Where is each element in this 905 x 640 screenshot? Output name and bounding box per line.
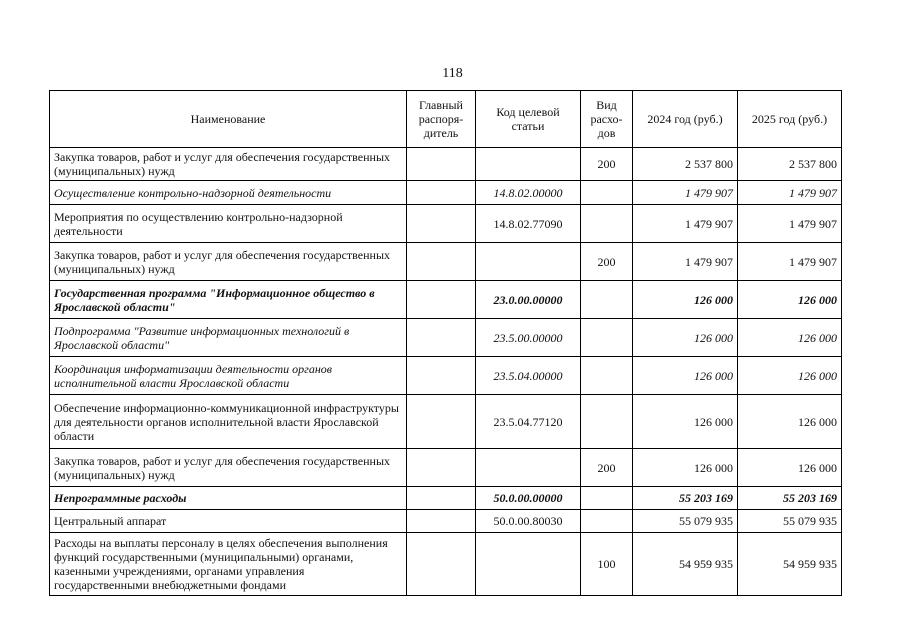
cell-code: 23.0.00.00000 bbox=[476, 281, 581, 319]
cell-name: Центральный аппарат bbox=[50, 510, 407, 533]
cell-2025: 126 000 bbox=[738, 281, 842, 319]
cell-code: 23.5.04.77120 bbox=[476, 395, 581, 449]
cell-2024: 54 959 935 bbox=[633, 533, 738, 596]
cell-code bbox=[476, 533, 581, 596]
cell-manager bbox=[407, 533, 476, 596]
cell-2024: 2 537 800 bbox=[633, 148, 738, 181]
cell-type bbox=[581, 357, 633, 395]
cell-manager bbox=[407, 449, 476, 487]
table-row bbox=[50, 533, 842, 596]
header-type: Вид расхо-дов bbox=[581, 91, 633, 148]
cell-2024: 1 479 907 bbox=[633, 205, 738, 243]
cell-2024: 126 000 bbox=[633, 395, 738, 449]
cell-code: 14.8.02.00000 bbox=[476, 181, 581, 205]
cell-2025: 126 000 bbox=[738, 395, 842, 449]
cell-name: Координация информатизации деятельности органов исполнительной власти Ярославской области bbox=[50, 357, 407, 395]
table-row bbox=[50, 181, 842, 205]
cell-code: 50.0.00.80030 bbox=[476, 510, 581, 533]
cell-type bbox=[581, 510, 633, 533]
cell-code: 23.5.00.00000 bbox=[476, 319, 581, 357]
table-row bbox=[50, 319, 842, 357]
cell-name: Обеспечение информационно-коммуникационной инфраструктуры для деятельности органов исполнительной власти Ярославской области bbox=[50, 395, 407, 449]
cell-2025: 126 000 bbox=[738, 319, 842, 357]
cell-2024: 1 479 907 bbox=[633, 243, 738, 281]
cell-2025: 1 479 907 bbox=[738, 243, 842, 281]
table-header-row bbox=[50, 91, 842, 148]
cell-type: 200 bbox=[581, 243, 633, 281]
table-body bbox=[50, 148, 842, 596]
cell-type bbox=[581, 487, 633, 510]
cell-2024: 126 000 bbox=[633, 281, 738, 319]
cell-2025: 1 479 907 bbox=[738, 205, 842, 243]
cell-manager bbox=[407, 357, 476, 395]
cell-type bbox=[581, 205, 633, 243]
cell-name: Осуществление контрольно-надзорной деятельности bbox=[50, 181, 407, 205]
table-row bbox=[50, 449, 842, 487]
table-row bbox=[50, 487, 842, 510]
cell-2024: 126 000 bbox=[633, 357, 738, 395]
cell-type: 200 bbox=[581, 148, 633, 181]
cell-code: 14.8.02.77090 bbox=[476, 205, 581, 243]
table-row bbox=[50, 281, 842, 319]
cell-2025: 2 537 800 bbox=[738, 148, 842, 181]
cell-type bbox=[581, 319, 633, 357]
cell-manager bbox=[407, 487, 476, 510]
cell-2025: 55 079 935 bbox=[738, 510, 842, 533]
cell-code bbox=[476, 449, 581, 487]
cell-manager bbox=[407, 319, 476, 357]
cell-2024: 126 000 bbox=[633, 449, 738, 487]
cell-type bbox=[581, 395, 633, 449]
cell-type bbox=[581, 181, 633, 205]
header-manager: Главный распоря-дитель bbox=[407, 91, 476, 148]
page-number: 118 bbox=[442, 66, 463, 81]
cell-name: Мероприятия по осуществлению контрольно-надзорной деятельности bbox=[50, 205, 407, 243]
table-row bbox=[50, 357, 842, 395]
table-row bbox=[50, 395, 842, 449]
cell-manager bbox=[407, 281, 476, 319]
table-row bbox=[50, 205, 842, 243]
header-2025: 2025 год (руб.) bbox=[738, 91, 842, 148]
cell-name: Закупка товаров, работ и услуг для обеспечения государственных (муниципальных) нужд bbox=[50, 243, 407, 281]
cell-code bbox=[476, 243, 581, 281]
table-row bbox=[50, 243, 842, 281]
cell-name: Непрограммные расходы bbox=[50, 487, 407, 510]
cell-manager bbox=[407, 205, 476, 243]
cell-2024: 55 203 169 bbox=[633, 487, 738, 510]
cell-2025: 55 203 169 bbox=[738, 487, 842, 510]
cell-2024: 126 000 bbox=[633, 319, 738, 357]
header-name: Наименование bbox=[50, 91, 407, 148]
table-row bbox=[50, 148, 842, 181]
cell-2025: 54 959 935 bbox=[738, 533, 842, 596]
cell-2024: 55 079 935 bbox=[633, 510, 738, 533]
table-row bbox=[50, 510, 842, 533]
cell-2025: 1 479 907 bbox=[738, 181, 842, 205]
cell-name: Закупка товаров, работ и услуг для обеспечения государственных (муниципальных) нужд bbox=[50, 449, 407, 487]
budget-table bbox=[49, 90, 842, 596]
cell-name: Государственная программа "Информационное общество в Ярославской области" bbox=[50, 281, 407, 319]
cell-2025: 126 000 bbox=[738, 449, 842, 487]
cell-code: 23.5.04.00000 bbox=[476, 357, 581, 395]
cell-type: 100 bbox=[581, 533, 633, 596]
cell-2024: 1 479 907 bbox=[633, 181, 738, 205]
header-code: Код целевой статьи bbox=[476, 91, 581, 148]
cell-2025: 126 000 bbox=[738, 357, 842, 395]
cell-name: Закупка товаров, работ и услуг для обеспечения государственных (муниципальных) нужд bbox=[50, 148, 407, 181]
cell-name: Расходы на выплаты персоналу в целях обеспечения выполнения функций государственными (муниципальными) органами, казенными учреждениями, органами управления государственными внебюджетными фондами bbox=[50, 533, 407, 596]
header-2024: 2024 год (руб.) bbox=[633, 91, 738, 148]
cell-type bbox=[581, 281, 633, 319]
cell-manager bbox=[407, 243, 476, 281]
cell-manager bbox=[407, 510, 476, 533]
cell-code: 50.0.00.00000 bbox=[476, 487, 581, 510]
cell-manager bbox=[407, 395, 476, 449]
cell-code bbox=[476, 148, 581, 181]
cell-manager bbox=[407, 181, 476, 205]
cell-type: 200 bbox=[581, 449, 633, 487]
cell-name: Подпрограмма "Развитие информационных технологий в Ярославской области" bbox=[50, 319, 407, 357]
cell-manager bbox=[407, 148, 476, 181]
